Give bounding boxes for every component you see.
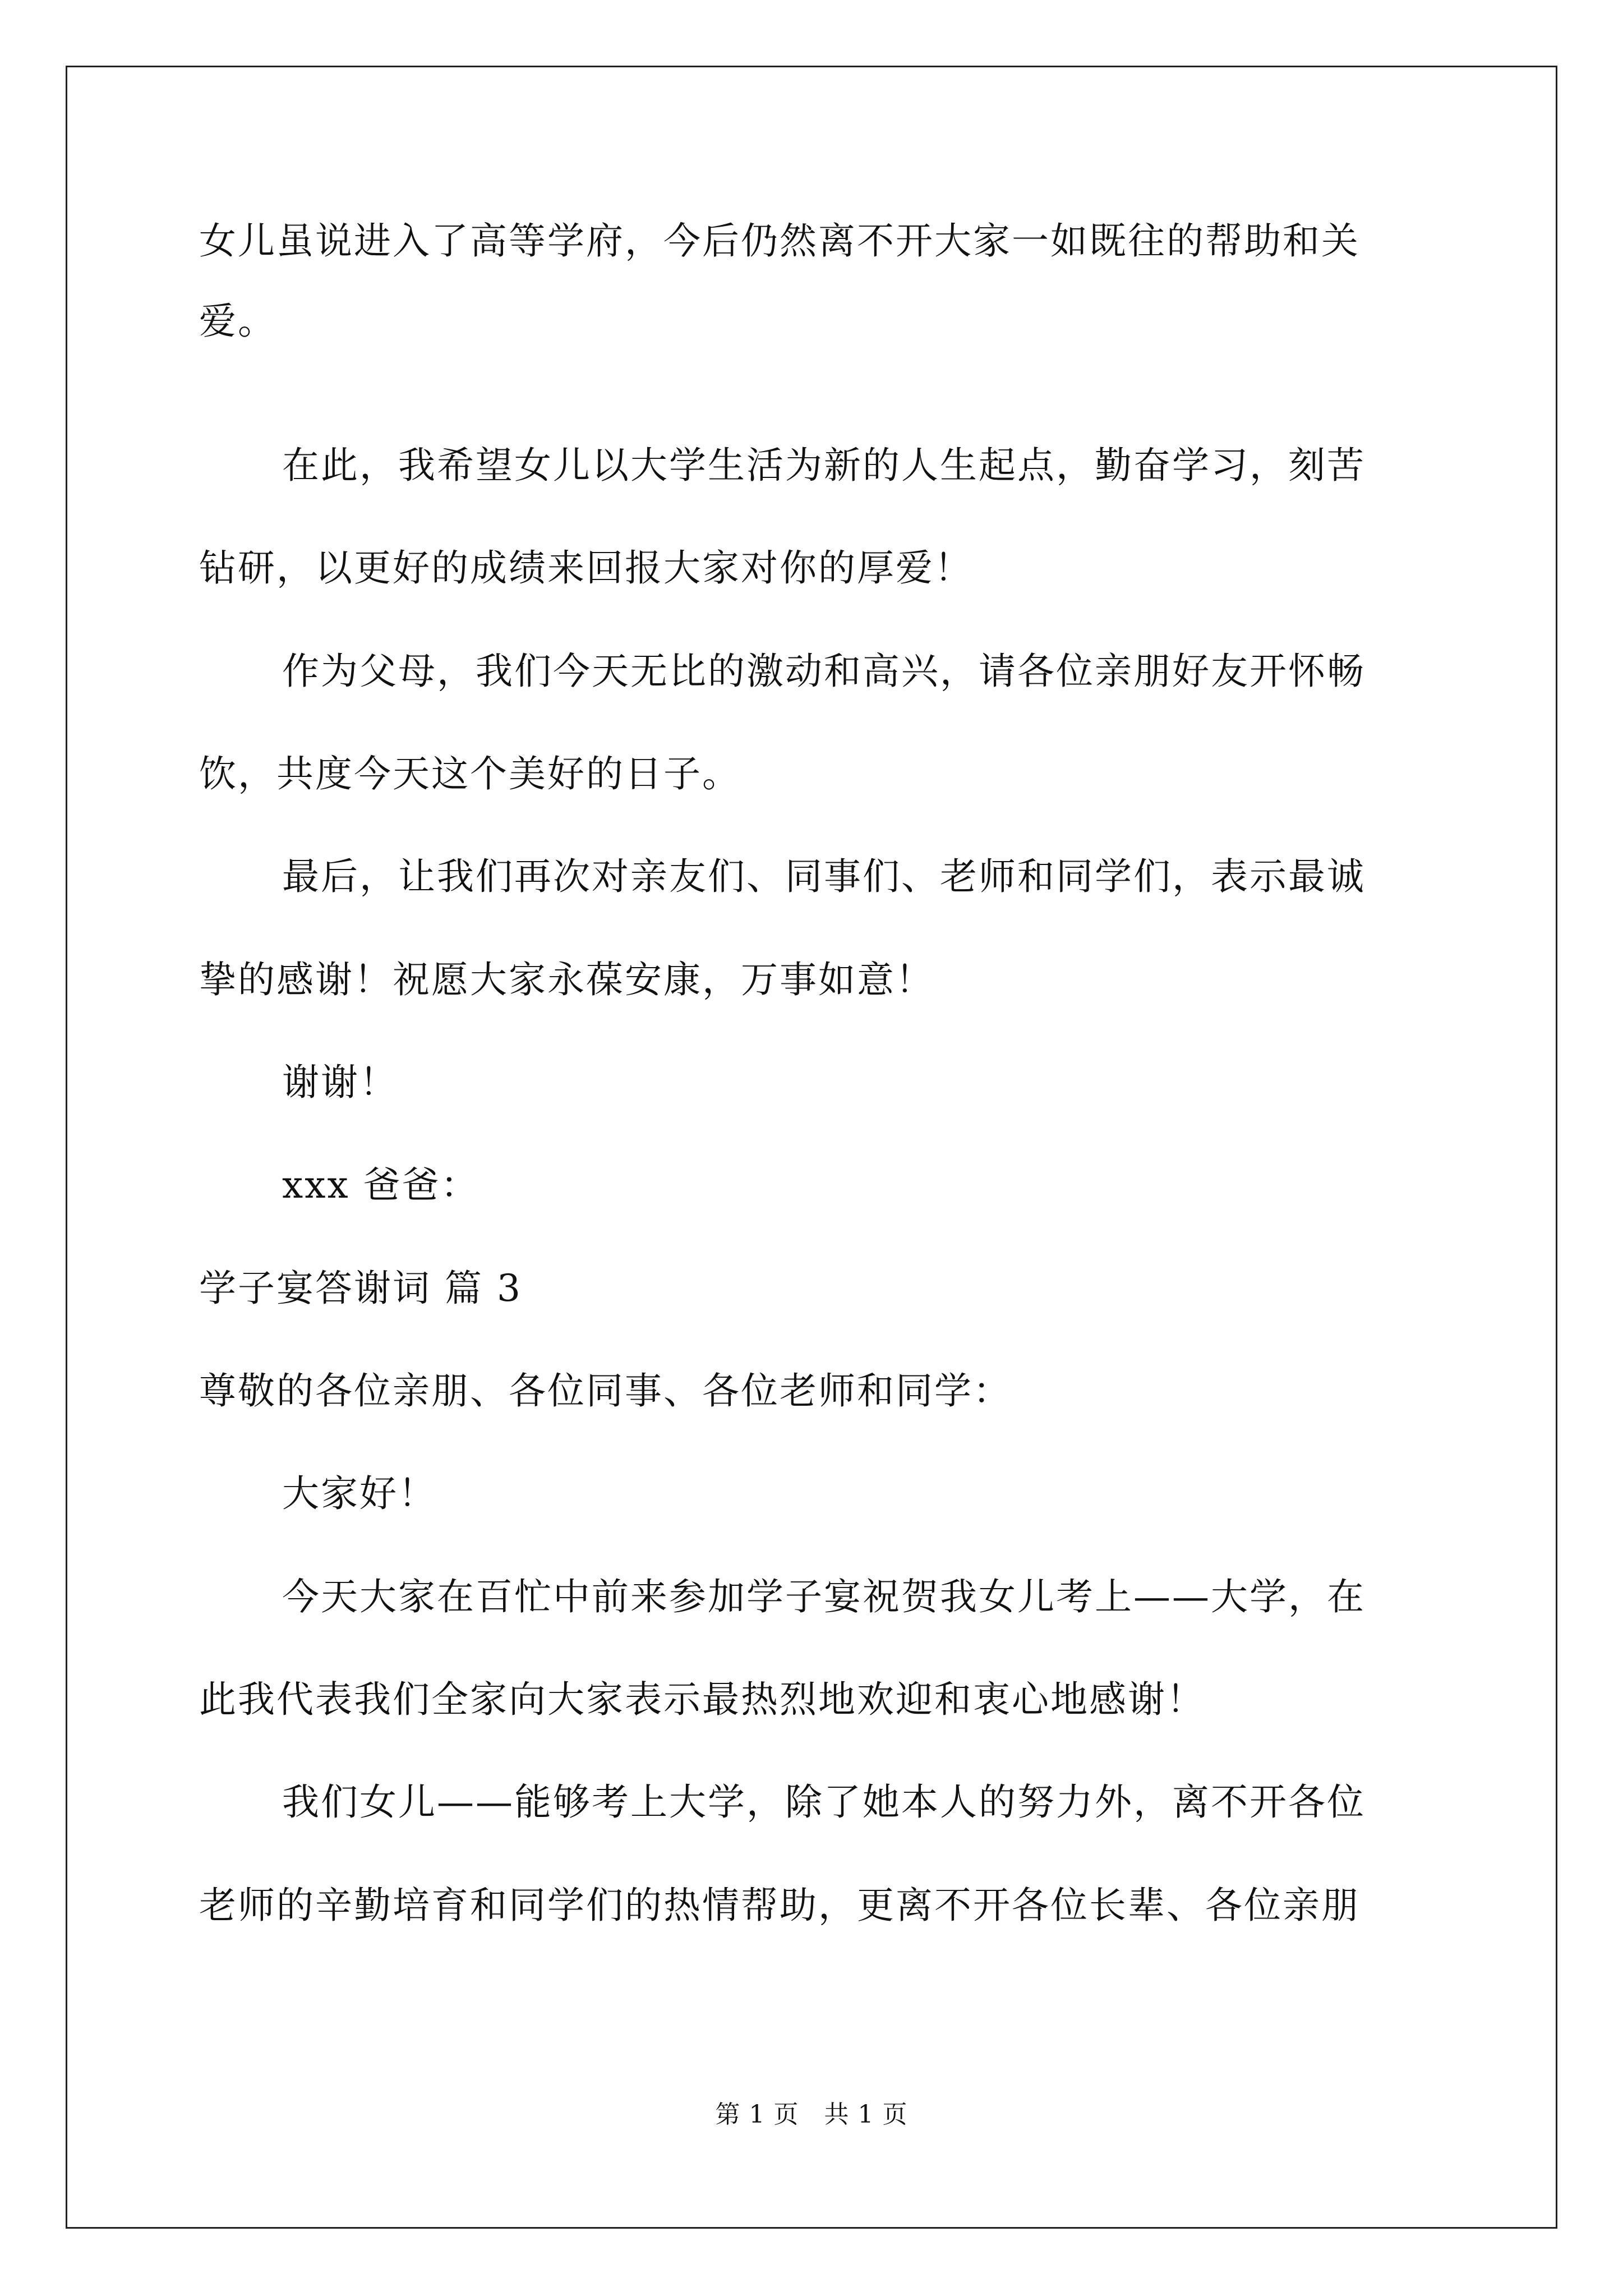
salutation-line: 尊敬的各位亲朋、各位同事、各位老师和同学： (199, 1369, 1012, 1412)
paragraph-line: 作为父母，我们今天无比的激动和高兴，请各位亲朋好友开怀畅 (282, 650, 1366, 693)
page-footer: 第 1 页 共 1 页 (715, 2100, 908, 2129)
body-line: 挚的感谢！祝愿大家永葆安康，万事如意！ (199, 958, 934, 1001)
greeting-line: 大家好！ (282, 1472, 437, 1515)
body-line: 老师的辛勤培育和同学们的热情帮助，更离不开各位长辈、各位亲朋 (199, 1884, 1360, 1927)
body-line: 饮，共度今天这个美好的日子。 (199, 752, 741, 795)
paragraph-line: 今天大家在百忙中前来参加学子宴祝贺我女儿考上——大学，在 (282, 1575, 1366, 1618)
paragraph-line: 我们女儿——能够考上大学，除了她本人的努力外，离不开各位 (282, 1780, 1366, 1824)
signature-line: xxx 爸爸： (282, 1163, 479, 1207)
paragraph-line: 在此，我希望女儿以大学生活为新的人生起点，勤奋学习，刻苦 (282, 444, 1366, 487)
body-line: 钻研，以更好的成绩来回报大家对你的厚爱！ (199, 546, 973, 590)
body-line: 女儿虽说进入了高等学府，今后仍然离不开大家一如既往的帮助和关 (199, 219, 1360, 263)
paragraph-line: 最后，让我们再次对亲友们、同事们、老师和同学们，表示最诚 (282, 855, 1366, 898)
body-line: 此我代表我们全家向大家表示最热烈地欢迎和衷心地感谢！ (199, 1678, 1205, 1721)
body-line: 爱。 (199, 300, 276, 343)
thanks-line: 谢谢！ (282, 1061, 398, 1104)
section-heading: 学子宴答谢词 篇 3 (199, 1267, 522, 1310)
